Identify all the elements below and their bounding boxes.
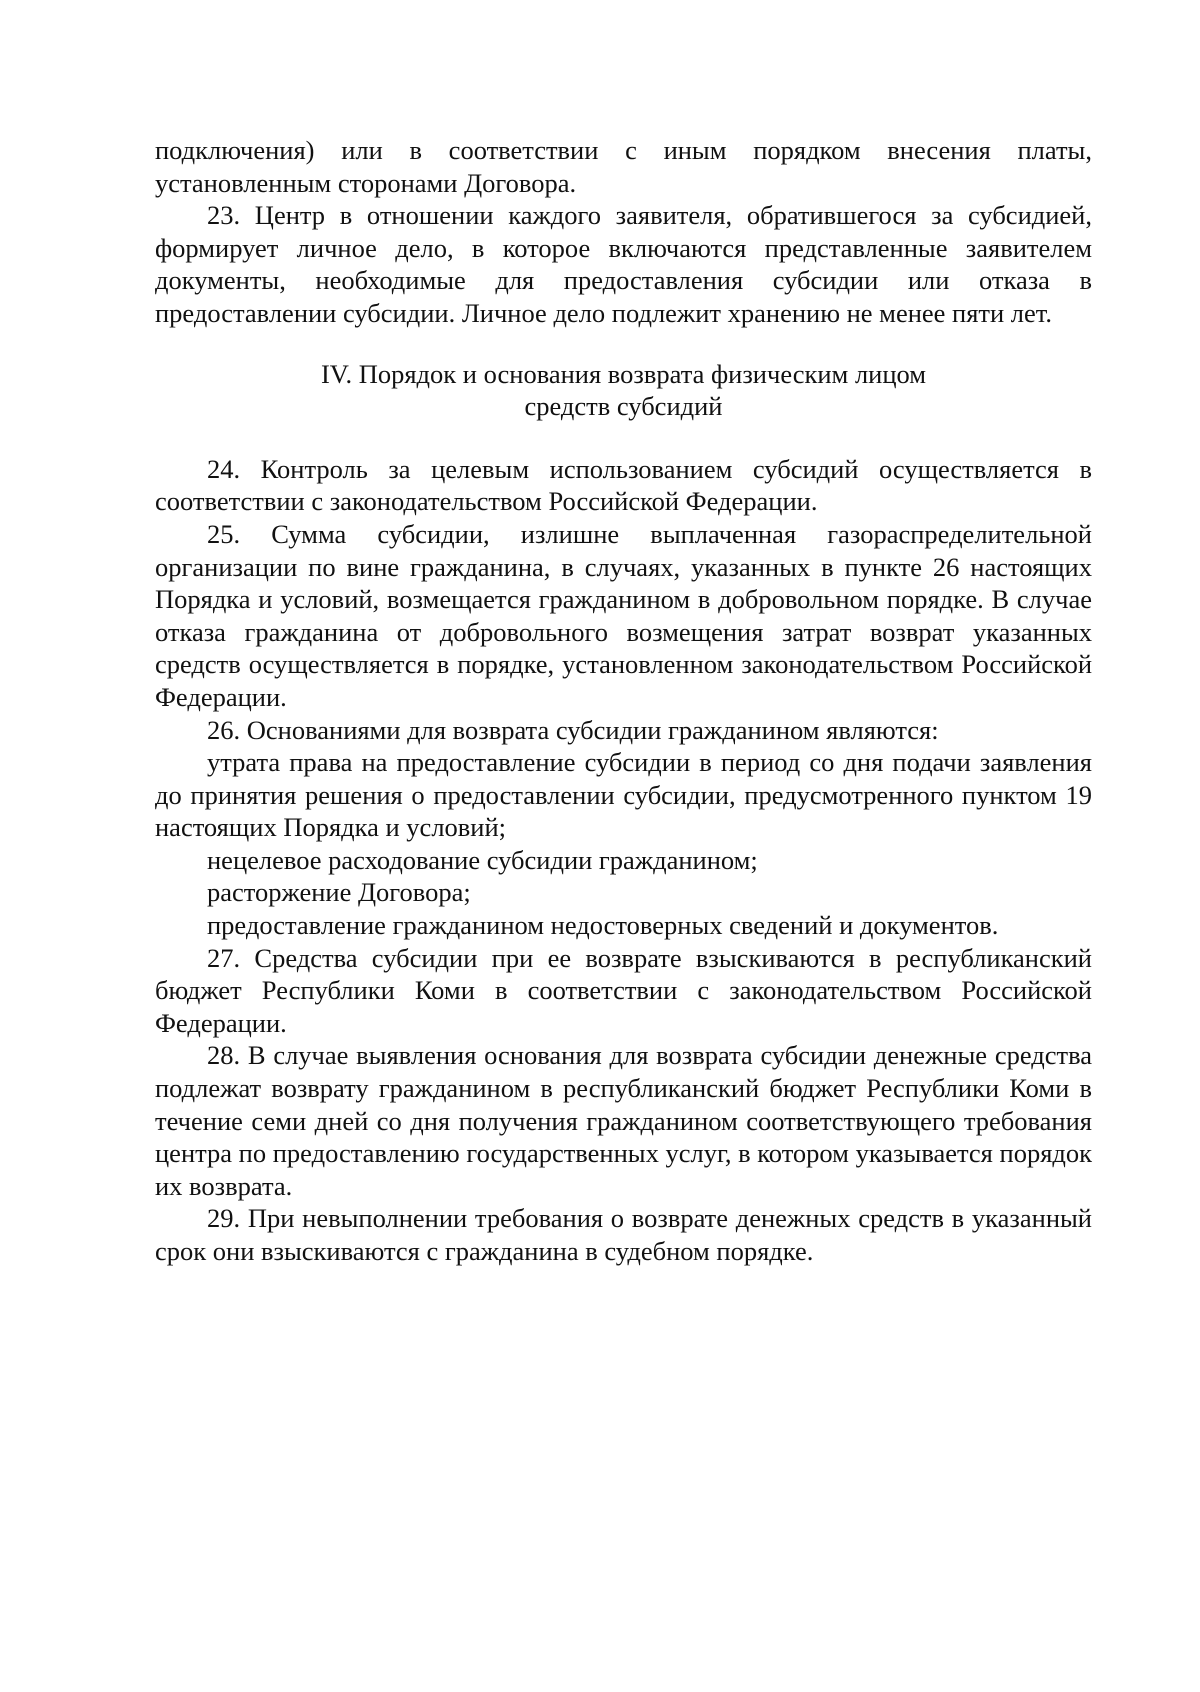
paragraph-26-item: расторжение Договора; bbox=[207, 877, 471, 908]
paragraph-25: 25. Сумма субсидии, излишне выплаченная газораспределительной организации по вине гражданина, в случаях, указанных в пункте 26 настоящих Порядка и условий, возмещается гражданином в добровольном порядке. В случае отказа гражданина от добровольного возмещения затрат возврат указанных средств осуществляется в порядке, установленном законодательством Российской Федерации. bbox=[155, 518, 1092, 712]
paragraph-26-item: нецелевое расходование субсидии гражданином; bbox=[207, 844, 758, 875]
paragraph-24: 24. Контроль за целевым использованием субсидий осуществляется в соответствии с законодательством Российской Федерации. bbox=[155, 453, 1092, 517]
paragraph-28: 28. В случае выявления основания для возврата субсидии денежные средства подлежат возврату гражданином в республиканский бюджет Республики Коми в течение семи дней со дня получения гражданином соответствующего требования центра по предоставлению государственных услуг, в котором указывается порядок их возврата. bbox=[155, 1040, 1092, 1201]
section-heading-line-2: средств субсидий bbox=[524, 391, 723, 422]
paragraph-23: 23. Центр в отношении каждого заявителя, обратившегося за субсидией, формирует личное дело, в которое включаются представленные заявителем документы, необходимые для предоставления субсидии или отказа в предоставлении субсидии. Личное дело подлежит хранению не менее пяти лет. bbox=[155, 200, 1092, 328]
paragraph-29: 29. При невыполнении требования о возврате денежных средств в указанный срок они взыскиваются с гражданина в судебном порядке. bbox=[155, 1203, 1092, 1266]
paragraph-26: 26. Основаниями для возврата субсидии гражданином являются: bbox=[207, 714, 939, 745]
document-page bbox=[155, 134, 1092, 1268]
section-heading-iv bbox=[155, 358, 1092, 423]
section-heading-line-1: IV. Порядок и основания возврата физическим лицом bbox=[320, 358, 927, 389]
paragraph-26-item: утрата права на предоставление субсидии в период со дня подачи заявления до принятия решения о предоставлении субсидии, предусмотренного пунктом 19 настоящих Порядка и условий; bbox=[155, 747, 1092, 843]
paragraph-27: 27. Средства субсидии при ее возврате взыскиваются в республиканский бюджет Республики Коми в соответствии с законодательством Российской Федерации. bbox=[155, 942, 1092, 1038]
paragraph-22-continuation: подключения) или в соответствии с иным порядком внесения платы, установленным сторонами Договора. bbox=[155, 135, 1092, 198]
paragraph-26-item: предоставление гражданином недостоверных сведений и документов. bbox=[207, 910, 999, 941]
